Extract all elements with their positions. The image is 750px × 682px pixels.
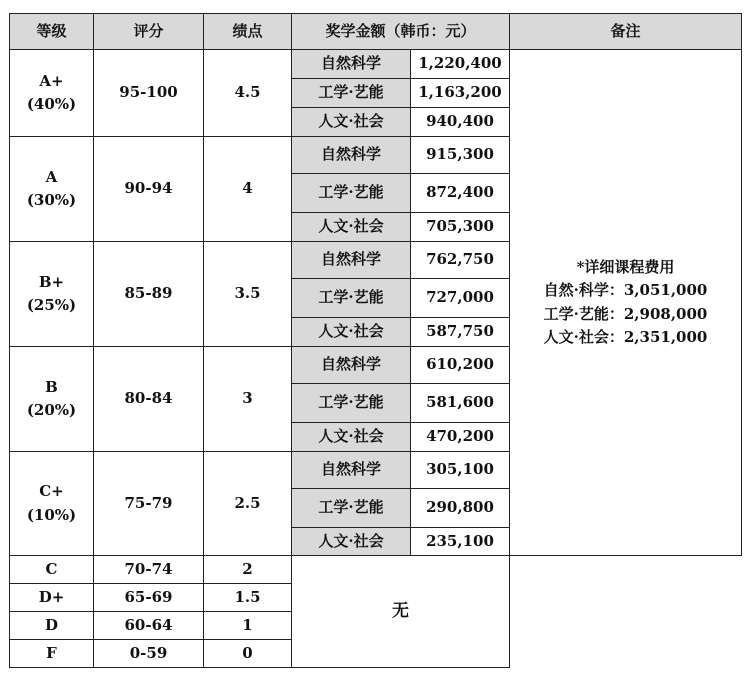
field-cell: 自然科学 xyxy=(292,347,411,384)
amount-cell: 727,000 xyxy=(411,279,510,318)
gpa-cell: 3 xyxy=(204,347,292,452)
gpa-cell: 2.5 xyxy=(204,452,292,556)
field-cell: 自然科学 xyxy=(292,452,411,489)
grade-share: (30%) xyxy=(26,191,77,209)
remarks-title: *详细课程费用 xyxy=(576,258,675,276)
amount-cell: 290,800 xyxy=(411,489,510,528)
amount-cell: 587,750 xyxy=(411,318,510,347)
amount-cell: 940,400 xyxy=(411,108,510,137)
header-gpa: 绩点 xyxy=(204,14,292,50)
field-cell: 人文·社会 xyxy=(292,108,411,137)
score-cell: 65-69 xyxy=(94,584,204,612)
score-cell: 60-64 xyxy=(94,612,204,640)
grade-cell xyxy=(10,452,94,556)
field-cell: 自然科学 xyxy=(292,50,411,79)
scholarship-table xyxy=(9,13,742,668)
grade-share: (40%) xyxy=(26,95,77,113)
amount-cell: 1,163,200 xyxy=(411,79,510,108)
score-cell: 80-84 xyxy=(94,347,204,452)
table-row xyxy=(10,50,742,79)
gpa-cell: 1.5 xyxy=(204,584,292,612)
grade-label: A+ xyxy=(39,71,64,90)
amount-cell: 235,100 xyxy=(411,528,510,556)
field-cell: 人文·社会 xyxy=(292,318,411,347)
field-cell: 人文·社会 xyxy=(292,213,411,242)
remarks-line: 人文·社会：2,351,000 xyxy=(543,327,708,346)
gpa-cell: 1 xyxy=(204,612,292,640)
field-cell: 自然科学 xyxy=(292,137,411,174)
field-cell: 工学·艺能 xyxy=(292,489,411,528)
header-grade: 等级 xyxy=(10,14,94,50)
amount-cell: 762,750 xyxy=(411,242,510,279)
field-cell: 工学·艺能 xyxy=(292,174,411,213)
no-scholarship-cell: 无 xyxy=(292,556,510,668)
grade-cell: D xyxy=(10,612,94,640)
amount-cell: 705,300 xyxy=(411,213,510,242)
gpa-cell: 4 xyxy=(204,137,292,242)
score-cell: 0-59 xyxy=(94,640,204,668)
score-cell: 75-79 xyxy=(94,452,204,556)
scholarship-table-container xyxy=(9,13,742,668)
grade-share: (25%) xyxy=(26,296,77,314)
grade-cell: F xyxy=(10,640,94,668)
score-cell: 90-94 xyxy=(94,137,204,242)
gpa-cell: 2 xyxy=(204,556,292,584)
grade-share: (20%) xyxy=(26,401,77,419)
header-scholarship: 奖学金额（韩币：元） xyxy=(292,14,510,50)
grade-label: B+ xyxy=(38,272,65,291)
remarks-line: 自然·科学：3,051,000 xyxy=(543,281,708,300)
field-cell: 工学·艺能 xyxy=(292,79,411,108)
amount-cell: 610,200 xyxy=(411,347,510,384)
gpa-cell: 0 xyxy=(204,640,292,668)
grade-label: C+ xyxy=(39,482,64,501)
amount-cell: 470,200 xyxy=(411,423,510,452)
remarks-cell xyxy=(510,50,742,556)
amount-cell: 1,220,400 xyxy=(411,50,510,79)
header-score: 评分 xyxy=(94,14,204,50)
grade-cell xyxy=(10,50,94,137)
field-cell: 人文·社会 xyxy=(292,423,411,452)
grade-label: B xyxy=(45,377,58,396)
grade-label: A xyxy=(45,167,58,186)
amount-cell: 305,100 xyxy=(411,452,510,489)
field-cell: 自然科学 xyxy=(292,242,411,279)
grade-cell: D+ xyxy=(10,584,94,612)
amount-cell: 872,400 xyxy=(411,174,510,213)
header-remarks: 备注 xyxy=(510,14,742,50)
field-cell: 工学·艺能 xyxy=(292,279,411,318)
grade-cell xyxy=(10,347,94,452)
field-cell: 人文·社会 xyxy=(292,528,411,556)
score-cell: 85-89 xyxy=(94,242,204,347)
field-cell: 工学·艺能 xyxy=(292,384,411,423)
gpa-cell: 4.5 xyxy=(204,50,292,137)
gpa-cell: 3.5 xyxy=(204,242,292,347)
amount-cell: 915,300 xyxy=(411,137,510,174)
grade-cell xyxy=(10,137,94,242)
table-row xyxy=(10,556,742,584)
grade-cell: C xyxy=(10,556,94,584)
remarks-line: 工学·艺能：2,908,000 xyxy=(543,304,708,323)
grade-cell xyxy=(10,242,94,347)
score-cell: 70-74 xyxy=(94,556,204,584)
score-cell: 95-100 xyxy=(94,50,204,137)
header-row xyxy=(10,14,742,50)
amount-cell: 581,600 xyxy=(411,384,510,423)
grade-share: (10%) xyxy=(26,505,77,524)
